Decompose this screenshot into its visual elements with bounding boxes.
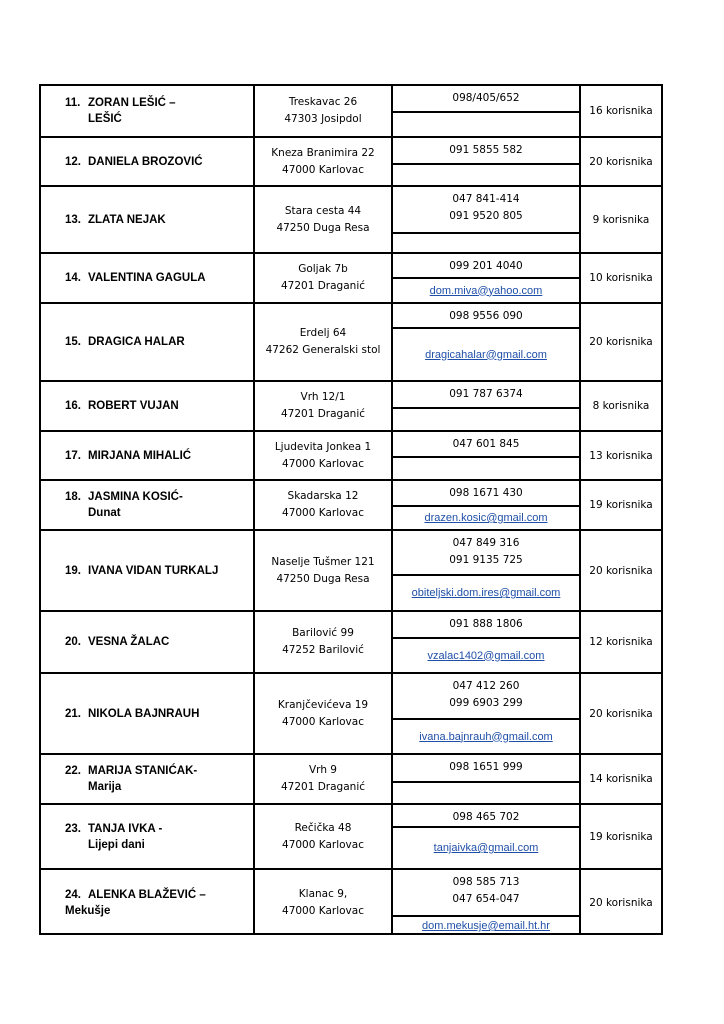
- row-number: 24.: [65, 888, 81, 901]
- name-block: [65, 334, 185, 350]
- contact-cell: [393, 138, 581, 185]
- capacity-cell: [581, 254, 661, 302]
- phone-block: [393, 382, 579, 409]
- phone-block: [393, 304, 579, 329]
- provider-name: NIKOLA BAJNRAUH: [88, 707, 200, 720]
- phone-block: [393, 805, 579, 828]
- provider-name: JASMINA KOSIĆ-: [88, 491, 183, 503]
- address-block: [255, 203, 391, 237]
- capacity-value: 20 korisnika: [589, 336, 653, 348]
- address-block: [255, 439, 391, 473]
- row-number: 14.: [65, 272, 81, 284]
- contact-cell: [393, 187, 581, 252]
- email-link[interactable]: dragicahalar@gmail.com: [425, 348, 547, 361]
- row-number: 11.: [65, 97, 81, 109]
- name-block: [65, 154, 203, 170]
- contact-cell: [393, 382, 581, 430]
- table-row: [41, 612, 661, 674]
- postal-city: 47000 Karlovac: [282, 838, 364, 851]
- phone-number: 047 841-414: [452, 193, 520, 205]
- email-block: [393, 917, 579, 935]
- provider-name: DANIELA BROZOVIĆ: [88, 155, 203, 168]
- capacity-value: 19 korisnika: [589, 830, 653, 843]
- email-link[interactable]: dom.miva@yahoo.com: [429, 284, 543, 297]
- capacity-value: 13 korisnika: [589, 449, 653, 462]
- street-address: Vrh 12/1: [300, 391, 346, 403]
- capacity-value: 14 korisnika: [589, 773, 653, 785]
- email-block: [393, 113, 579, 136]
- phone-block: [393, 86, 579, 113]
- address-block: [255, 762, 391, 796]
- email-block: [393, 458, 579, 479]
- name-line: [65, 489, 183, 505]
- capacity-value: 8 korisnika: [592, 400, 650, 412]
- name-cell: [41, 432, 255, 479]
- provider-name: VALENTINA GAGULA: [88, 272, 206, 284]
- provider-name: MARIJA STANIĆAK-: [88, 765, 198, 777]
- row-number: 16.: [65, 400, 81, 412]
- contact-cell: [393, 805, 581, 868]
- provider-name-continuation: Dunat: [88, 507, 121, 519]
- name-line: [65, 821, 162, 837]
- postal-city: 47000 Karlovac: [282, 715, 364, 728]
- name-block: [65, 448, 191, 464]
- postal-city: 47000 Karlovac: [282, 457, 364, 470]
- name-line: [65, 634, 169, 650]
- name-cell: [41, 805, 255, 868]
- contact-cell: [393, 531, 581, 610]
- name-cell: [41, 674, 255, 753]
- capacity-cell: [581, 86, 661, 136]
- capacity-cell: [581, 805, 661, 868]
- provider-name: TANJA IVKA -: [88, 822, 163, 835]
- name-line: [65, 270, 206, 286]
- email-block: [393, 165, 579, 185]
- table-row: [41, 531, 661, 612]
- address-cell: [255, 870, 393, 935]
- capacity-cell: [581, 755, 661, 803]
- capacity-cell: [581, 138, 661, 185]
- street-address: Rečička 48: [294, 821, 352, 834]
- postal-city: 47201 Draganić: [280, 280, 366, 292]
- table-row: [41, 674, 661, 755]
- name-cell: [41, 304, 255, 380]
- phone-number: 091 5855 582: [449, 144, 523, 156]
- email-wrap: [393, 349, 579, 361]
- provider-name-continuation: Lijepi dani: [88, 838, 145, 851]
- provider-name: ROBERT VUJAN: [88, 400, 179, 412]
- email-link[interactable]: obiteljski.dom.ires@gmail.com: [411, 587, 561, 599]
- phone-number: 047 654-047: [452, 893, 520, 905]
- street-address: Vrh 9: [309, 764, 337, 776]
- provider-name: ZORAN LEŠIĆ –: [88, 97, 176, 109]
- capacity-cell: [581, 870, 661, 935]
- email-wrap: [393, 842, 579, 854]
- table-row: [41, 187, 661, 254]
- capacity-cell: [581, 612, 661, 672]
- capacity-value: 20 korisnika: [589, 564, 653, 577]
- name-block: [65, 212, 166, 228]
- name-line: [65, 563, 218, 579]
- phone-number: 098 585 713: [452, 876, 520, 888]
- name-cell: [41, 86, 255, 136]
- capacity-cell: [581, 432, 661, 479]
- address-cell: [255, 531, 393, 610]
- email-block: [393, 409, 579, 430]
- table-row: [41, 304, 661, 382]
- table-row: [41, 86, 661, 138]
- email-block: [393, 234, 579, 252]
- address-cell: [255, 138, 393, 185]
- contact-cell: [393, 432, 581, 479]
- registry-table: [39, 84, 663, 935]
- address-block: [255, 389, 391, 423]
- street-address: Barilović 99: [292, 627, 354, 639]
- street-address: Ljudevita Jonkea 1: [274, 440, 372, 453]
- name-block: [65, 763, 197, 795]
- phone-number: 047 849 316: [452, 537, 520, 549]
- email-link[interactable]: drazen.kosic@gmail.com: [424, 512, 548, 524]
- phone-number: 091 9135 725: [449, 554, 523, 566]
- email-block: [393, 507, 579, 529]
- name-line: [65, 706, 199, 722]
- address-cell: [255, 187, 393, 252]
- provider-name: IVANA VIDAN TURKALJ: [88, 564, 219, 577]
- phone-block: [393, 870, 579, 917]
- contact-cell: [393, 86, 581, 136]
- address-cell: [255, 432, 393, 479]
- address-cell: [255, 674, 393, 753]
- capacity-value: 12 korisnika: [589, 636, 653, 648]
- phone-block: [393, 138, 579, 165]
- capacity-value: 20 korisnika: [589, 896, 653, 909]
- table-row: [41, 805, 661, 870]
- phone-number: 098 465 702: [452, 811, 520, 823]
- address-cell: [255, 805, 393, 868]
- row-number: 18.: [65, 491, 81, 503]
- name-line: [65, 154, 203, 170]
- address-block: [255, 820, 391, 854]
- phone-block: [393, 674, 579, 720]
- address-block: [255, 325, 391, 359]
- row-number: 20.: [65, 636, 81, 648]
- name-line: [65, 95, 176, 111]
- postal-city: 47000 Karlovac: [282, 904, 364, 917]
- capacity-value: 20 korisnika: [589, 707, 653, 720]
- capacity-cell: [581, 304, 661, 380]
- provider-name: DRAGICA HALAR: [88, 336, 185, 348]
- name-line: [65, 334, 185, 350]
- street-address: Goljak 7b: [298, 263, 348, 275]
- capacity-value: 10 korisnika: [589, 272, 653, 284]
- table-row: [41, 432, 661, 481]
- name-cell: [41, 755, 255, 803]
- phone-number: 099 6903 299: [449, 697, 523, 709]
- name-line: [65, 212, 166, 228]
- name-block: [65, 398, 179, 414]
- capacity-cell: [581, 187, 661, 252]
- phone-number: 098 1651 999: [449, 761, 523, 773]
- street-address: Kneza Branimira 22: [271, 146, 375, 159]
- email-block: [393, 576, 579, 610]
- name-block: [65, 887, 253, 919]
- contact-cell: [393, 254, 581, 302]
- capacity-value: 19 korisnika: [589, 499, 653, 511]
- name-block: [65, 563, 218, 579]
- row-number: 21.: [65, 707, 81, 720]
- row-number: 22.: [65, 765, 81, 777]
- postal-city: 47201 Draganić: [280, 781, 366, 793]
- contact-cell: [393, 755, 581, 803]
- name-cell: [41, 612, 255, 672]
- email-wrap: [393, 650, 579, 662]
- table-row: [41, 382, 661, 432]
- name-line: [65, 763, 197, 779]
- name-line: [65, 398, 179, 414]
- address-cell: [255, 382, 393, 430]
- address-cell: [255, 86, 393, 136]
- email-block: [393, 828, 579, 868]
- row-number: 19.: [65, 564, 81, 577]
- postal-city: 47262 Generalski stol: [265, 344, 381, 356]
- email-block: [393, 639, 579, 672]
- phone-number: 098/405/652: [452, 92, 520, 104]
- capacity-value: 9 korisnika: [592, 213, 650, 226]
- phone-number: 098 9556 090: [449, 310, 523, 322]
- provider-name: VESNA ŽALAC: [88, 636, 170, 648]
- address-cell: [255, 612, 393, 672]
- phone-block: [393, 432, 579, 458]
- table-row: [41, 755, 661, 805]
- name-cell: [41, 187, 255, 252]
- row-number: 23.: [65, 822, 81, 835]
- row-number: 17.: [65, 449, 81, 462]
- phone-number: 099 201 4040: [449, 260, 523, 272]
- street-address: Treskavac 26: [288, 96, 358, 108]
- provider-name-continuation: LEŠIĆ: [88, 113, 122, 125]
- postal-city: 47250 Duga Resa: [276, 221, 370, 234]
- provider-name-continuation: Marija: [88, 781, 122, 793]
- phone-block: [393, 612, 579, 639]
- phone-number: 091 787 6374: [449, 388, 523, 400]
- table-row: [41, 481, 661, 531]
- table-row: [41, 138, 661, 187]
- street-address: Kranjčevićeva 19: [277, 698, 369, 711]
- name-block: [65, 270, 206, 286]
- email-block: [393, 329, 579, 380]
- address-block: [255, 886, 391, 920]
- email-wrap: [393, 512, 579, 524]
- postal-city: 47000 Karlovac: [282, 163, 364, 176]
- address-block: [255, 94, 391, 128]
- row-number: 12.: [65, 155, 81, 168]
- row-number: 15.: [65, 336, 81, 348]
- contact-cell: [393, 612, 581, 672]
- postal-city: 47000 Karlovac: [282, 507, 364, 519]
- email-wrap: [393, 920, 579, 932]
- capacity-value: 16 korisnika: [589, 105, 653, 117]
- contact-cell: [393, 870, 581, 935]
- provider-name: ALENKA BLAŽEVIĆ – Mekušje: [65, 888, 206, 917]
- email-wrap: [393, 731, 579, 743]
- email-block: [393, 783, 579, 803]
- name-cell: [41, 382, 255, 430]
- postal-city: 47201 Draganić: [280, 408, 366, 420]
- postal-city: 47250 Duga Resa: [276, 572, 370, 585]
- address-block: [255, 554, 391, 588]
- name-block: [65, 821, 162, 853]
- street-address: Klanac 9,: [298, 887, 348, 900]
- address-block: [255, 261, 391, 295]
- name-block: [65, 489, 183, 521]
- phone-number: 047 412 260: [452, 680, 520, 692]
- name-block: [65, 634, 169, 650]
- phone-block: [393, 254, 579, 279]
- provider-name: ZLATA NEJAK: [88, 213, 166, 226]
- phone-number: 091 9520 805: [449, 210, 523, 222]
- capacity-cell: [581, 674, 661, 753]
- postal-city: 47303 Josipdol: [284, 113, 362, 125]
- street-address: Stara cesta 44: [284, 204, 362, 217]
- capacity-cell: [581, 531, 661, 610]
- address-block: [255, 697, 391, 731]
- email-link[interactable]: dom.mekusje@email.ht.hr: [422, 920, 550, 932]
- phone-number: 098 1671 430: [449, 487, 523, 499]
- email-wrap: [393, 587, 579, 599]
- email-link[interactable]: vzalac1402@gmail.com: [427, 649, 545, 662]
- phone-number: 091 888 1806: [449, 618, 523, 630]
- capacity-cell: [581, 481, 661, 529]
- phone-number: 047 601 845: [452, 438, 520, 450]
- street-address: Erdelj 64: [299, 327, 347, 339]
- name-block: [65, 706, 199, 722]
- address-block: [255, 488, 391, 522]
- phone-block: [393, 755, 579, 783]
- address-cell: [255, 481, 393, 529]
- name-cell: [41, 531, 255, 610]
- postal-city: 47252 Barilović: [282, 644, 364, 656]
- address-cell: [255, 254, 393, 302]
- name-block: [65, 95, 176, 127]
- email-block: [393, 279, 579, 302]
- table-row: [41, 254, 661, 304]
- name-line: [65, 887, 253, 919]
- row-number: 13.: [65, 213, 81, 226]
- contact-cell: [393, 304, 581, 380]
- email-link[interactable]: tanjaivka@gmail.com: [433, 842, 539, 854]
- name-cell: [41, 138, 255, 185]
- email-block: [393, 720, 579, 753]
- capacity-cell: [581, 382, 661, 430]
- street-address: Naselje Tušmer 121: [271, 555, 375, 568]
- email-wrap: [393, 285, 579, 297]
- capacity-value: 20 korisnika: [589, 155, 653, 168]
- phone-block: [393, 531, 579, 576]
- name-cell: [41, 481, 255, 529]
- name-cell: [41, 254, 255, 302]
- contact-cell: [393, 481, 581, 529]
- address-block: [255, 625, 391, 659]
- phone-block: [393, 481, 579, 507]
- name-cell: [41, 870, 255, 935]
- email-link[interactable]: ivana.bajnrauh@gmail.com: [419, 730, 553, 743]
- table-row: [41, 870, 661, 935]
- phone-block: [393, 187, 579, 234]
- street-address: Skadarska 12: [287, 490, 359, 502]
- contact-cell: [393, 674, 581, 753]
- address-cell: [255, 755, 393, 803]
- address-cell: [255, 304, 393, 380]
- name-line: [65, 448, 191, 464]
- address-block: [255, 145, 391, 179]
- provider-name: MIRJANA MIHALIĆ: [88, 449, 192, 462]
